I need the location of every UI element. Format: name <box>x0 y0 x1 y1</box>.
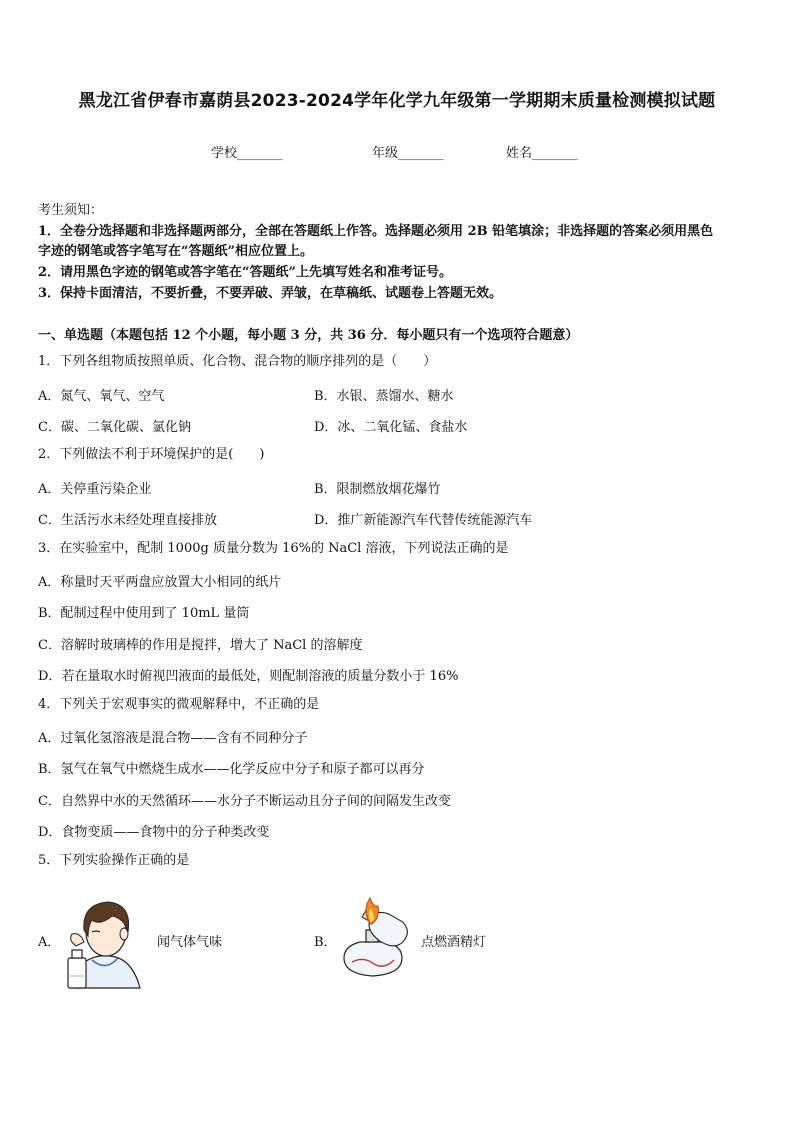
alcohol-lamp-figure <box>330 896 418 984</box>
option-b: B．配制过程中使用到了 10mL 量筒 <box>38 606 250 621</box>
smelling-gas-figure <box>62 896 144 992</box>
option-b: B．限制燃放烟花爆竹 <box>314 482 441 497</box>
question-stem: 2．下列做法不利于环境保护的是( ) <box>38 447 265 462</box>
name-field: 姓名_______ <box>506 146 578 161</box>
grade-field: 年级_______ <box>372 146 444 161</box>
option-a-label: 闻气体气味 <box>157 935 223 950</box>
notice-item: 字迹的钢笔或答字笔写在“答题纸”相应位置上。 <box>38 244 313 259</box>
option-d: D．食物变质——食物中的分子种类改变 <box>38 825 270 840</box>
section-heading: 一、单选题（本题包括 12 个小题，每小题 3 分，共 36 分．每小题只有一个选项符合题意） <box>38 328 579 343</box>
option-b-letter: B． <box>314 935 337 950</box>
option-b-label: 点燃酒精灯 <box>421 935 487 950</box>
option-c: C．生活污水未经处理直接排放 <box>38 513 217 528</box>
option-b: B．水银、蒸馏水、糖水 <box>314 389 454 404</box>
option-b: B．氢气在氧气中燃烧生成水——化学反应中分子和原子都可以再分 <box>38 762 425 777</box>
notice-item: 1．全卷分选择题和非选择题两部分，全部在答题纸上作答。选择题必须用 2B 铅笔填涂；非选择题的答案必须用黑色 <box>38 224 714 239</box>
question-stem: 4．下列关于宏观事实的微观解释中，不正确的是 <box>38 697 320 712</box>
question-stem: 3．在实验室中，配制 1000g 质量分数为 16%的 NaCl 溶液，下列说法正确的是 <box>38 541 509 556</box>
option-a: A．氮气、氧气、空气 <box>38 389 165 404</box>
option-a: A．关停重污染企业 <box>38 482 152 497</box>
question-stem: 1．下列各组物质按照单质、化合物、混合物的顺序排列的是（ ） <box>38 354 437 369</box>
option-a-letter: A． <box>38 935 61 950</box>
option-c: C．自然界中水的天然循环——水分子不断运动且分子间的间隔发生改变 <box>38 794 451 809</box>
page-title: 黑龙江省伊春市嘉荫县2023-2024学年化学九年级第一学期期末质量检测模拟试题 <box>78 91 716 111</box>
option-d: D．若在量取水时俯视凹液面的最低处，则配制溶液的质量分数小于 16% <box>38 669 459 684</box>
option-c: C．溶解时玻璃棒的作用是搅拌，增大了 NaCl 的溶解度 <box>38 638 363 653</box>
option-c: C．碳、二氧化碳、氯化钠 <box>38 420 191 435</box>
notice-heading: 考生须知： <box>38 203 104 218</box>
school-field: 学校_______ <box>211 146 283 161</box>
notice-item: 3．保持卡面清洁，不要折叠，不要弄破、弄皱，在草稿纸、试题卷上答题无效。 <box>38 286 503 301</box>
option-d: D．推广新能源汽车代替传统能源汽车 <box>314 513 533 528</box>
option-a: A．过氧化氢溶液是混合物——含有不同种分子 <box>38 731 308 746</box>
question-stem: 5．下列实验操作正确的是 <box>38 853 190 868</box>
option-a: A．称量时天平两盘应放置大小相同的纸片 <box>38 575 282 590</box>
option-d: D．冰、二氧化锰、食盐水 <box>314 420 468 435</box>
notice-item: 2．请用黑色字迹的钢笔或答字笔在“答题纸”上先填写姓名和准考证号。 <box>38 265 453 280</box>
